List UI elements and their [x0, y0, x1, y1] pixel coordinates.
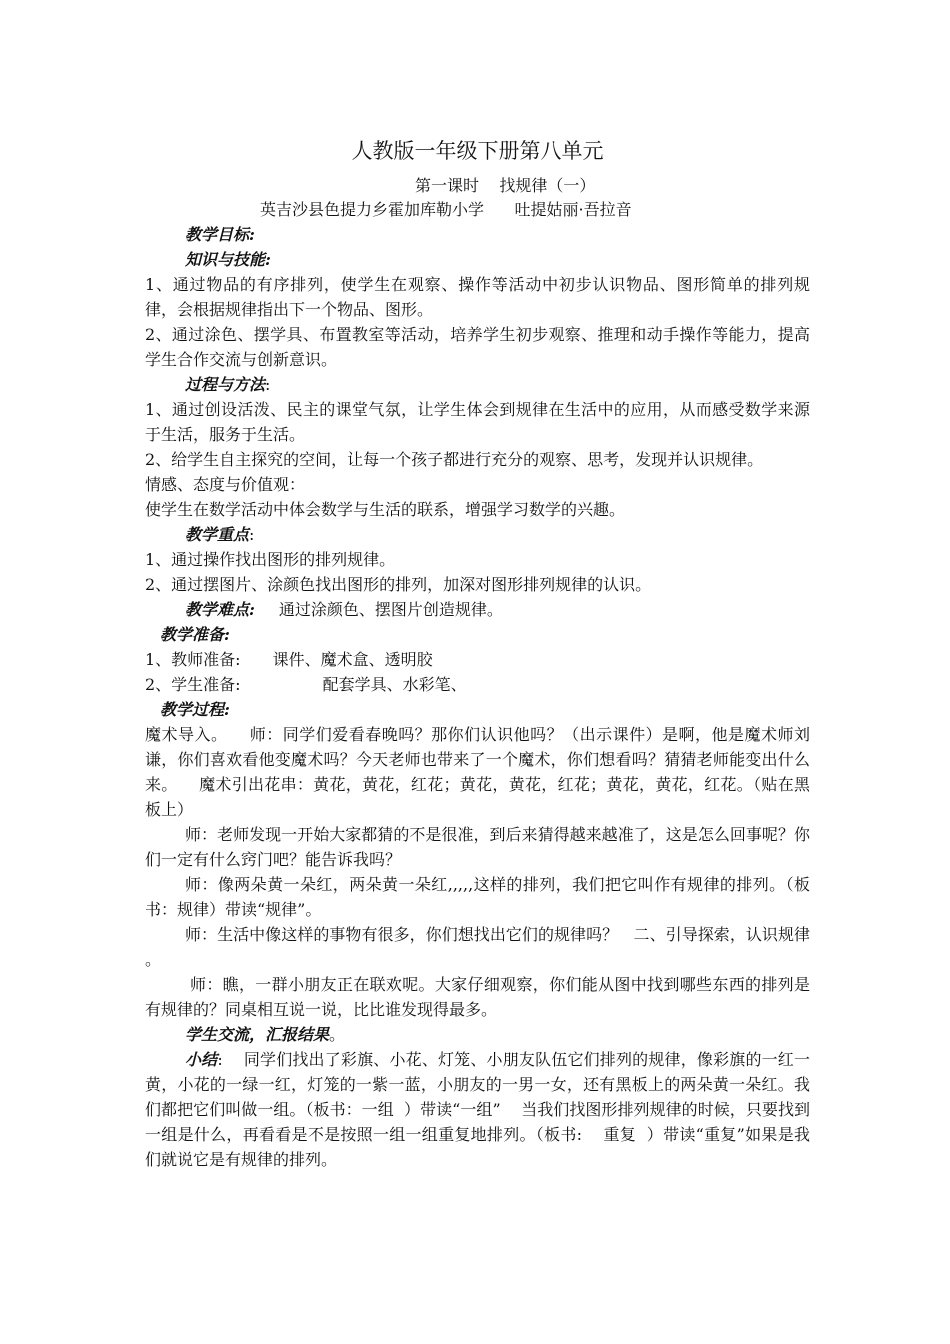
- process-method-heading: 过程与方法: [185, 375, 266, 394]
- process-para-5: 师：瞧，一群小朋友正在联欢呢。大家仔细观察，你们能从图中找到哪些东西的排列是有规律的？同桌相互说一说，比比谁发现得最多。: [145, 975, 810, 1019]
- difficulty-text: 通过涂颜色、摆图片创造规律。: [278, 600, 503, 619]
- summary-heading: 小结: [185, 1050, 218, 1069]
- goals-heading: 教学目标:: [185, 225, 255, 244]
- knowledge-heading: 知识与技能:: [185, 250, 271, 269]
- author-line: 英吉沙县色提力乡霍加库勒小学 吐提姑丽·吾拉音: [260, 200, 632, 219]
- summary-text: 同学们找出了彩旗、小花、灯笼、小朋友队伍它们排列的规律，像彩旗的一红一黄，小花的一绿一红，灯笼的一紫一蓝，小朋友的一男一女，还有黑板上的两朵黄一朵红。我们都把它们叫做一组。（板书：一组 ）带读“一组” 当我们找图形排列规律的时候，只要找到一组是什么，再看看是不是按照一组一组重复地排列。（板书: 重复 ）带读“重复”如果是我们就说它是有规律的排列。: [145, 1050, 810, 1169]
- process-method-colon: :: [265, 375, 271, 394]
- process-para-3: 师：像两朵黄一朵红，两朵黄一朵红,,,,,这样的排列，我们把它叫作有规律的排列。（板书：规律）带读“规律”。: [145, 875, 810, 919]
- exchange-end: 。: [329, 1025, 346, 1044]
- knowledge-item-1: 1、通过物品的有序排列，使学生在观察、操作等活动中初步认识物品、图形简单的排列规律，会根据规律指出下一个物品、图形。: [145, 275, 810, 319]
- student-prep-items: 配套学具、水彩笔、: [322, 675, 467, 694]
- focus-item-1: 1、通过操作找出图形的排列规律。: [145, 550, 396, 569]
- process-para-2: 师：老师发现一开始大家都猜的不是很准，到后来猜得越来越准了，这是怎么回事呢？你们一定有什么窍门吧？能告诉我吗？: [145, 825, 810, 869]
- emotion-heading: 情感、态度与价值观：: [145, 475, 306, 494]
- teacher-prep-items: 课件、魔术盒、透明胶: [272, 650, 433, 669]
- focus-item-2: 2、通过摆图片、涂颜色找出图形的排列，加深对图形排列规律的认识。: [145, 575, 652, 594]
- difficulty-heading: 教学难点:: [185, 600, 255, 619]
- document-title: 人教版一年级下册第八单元: [351, 139, 604, 163]
- student-prep-label: 2、学生准备:: [145, 675, 241, 694]
- prep-heading: 教学准备:: [160, 625, 230, 644]
- knowledge-item-2: 2、通过涂色、摆学具、布置教室等活动，培养学生初步观察、推理和动手操作等能力，提高学生合作交流与创新意识。: [145, 325, 810, 369]
- focus-colon: :: [249, 525, 255, 544]
- process-item-2: 2、给学生自主探究的空间，让每一个孩子都进行充分的观察、思考，发现并认识规律。: [145, 450, 764, 469]
- process-para-4: 师：生活中像这样的事物有很多，你们想找出它们的规律吗？ 二、引导探索，认识规律 。: [145, 925, 821, 969]
- process-item-1: 1、通过创设活泼、民主的课堂气氛，让学生体会到规律在生活中的应用，从而感受数学来源于生活，服务于生活。: [145, 400, 810, 444]
- teacher-prep-label: 1、教师准备:: [145, 650, 241, 669]
- process-para-1: 魔术导入。 师：同学们爱看春晚吗？那你们认识他吗？（出示课件）是啊，他是魔术师刘谦，你们喜欢看他变魔术吗？今天老师也带来了一个魔术，你们想看吗？猜猜老师能变出什么来。 魔术引出花串：黄花，黄花，红花；黄花，黄花，红花；黄花，黄花，红花。（贴在黑板上）: [145, 725, 810, 819]
- document-page: [145, 136, 821, 1172]
- emotion-item-1: 使学生在数学活动中体会数学与生活的联系，增强学习数学的兴趣。: [145, 500, 626, 519]
- lesson-subtitle: 第一课时 找规律（一）: [415, 176, 596, 195]
- teaching-process-heading: 教学过程:: [160, 700, 230, 719]
- summary-colon: :: [217, 1050, 223, 1069]
- focus-heading: 教学重点: [185, 525, 250, 544]
- summary-paragraph: [145, 1047, 810, 1172]
- exchange-heading: 学生交流，汇报结果: [185, 1025, 330, 1044]
